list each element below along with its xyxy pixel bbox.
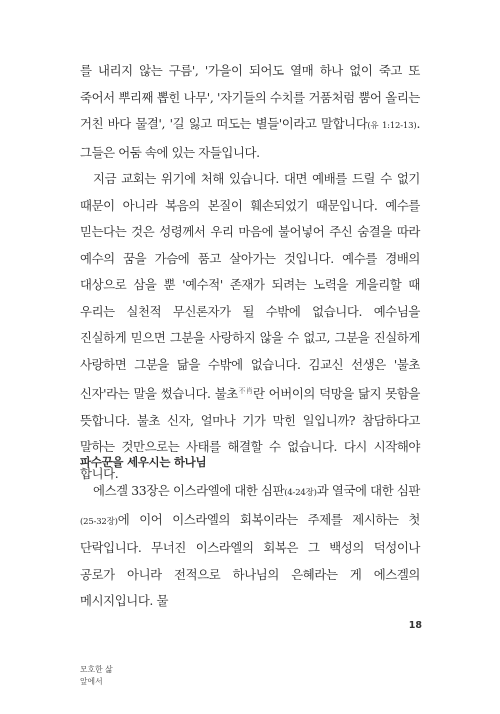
page-number: 18 — [408, 620, 422, 631]
paragraph-2 — [80, 166, 420, 487]
section-heading: 파수꾼을 세우시는 하나님 — [80, 455, 207, 469]
chapter-reference-2: (25-32장) — [80, 516, 118, 527]
scripture-citation: (유 1:12-13) — [367, 121, 417, 131]
footer-line-1: 모호한 삶 — [80, 665, 113, 674]
chapter-reference-1: (4-24장) — [284, 488, 317, 498]
footer-line-2: 앞에서 — [80, 677, 103, 686]
paragraph-2-text: 지금 교회는 위기에 처해 있습니다. 대면 예배를 드릴 수 없기 때문이 아니라 복음의 본질이 훼손되었기 때문입니다. 예수를 믿는다는 것은 성령께서 우리 마음에 불어넣어 주신 숨결을 따라 예수의 꿈을 가슴에 품고 살아가는 것입니다. 예수를 경배의 대상으로 삼을 뿐 '예수적' 존재가 되려는 노력을 게을리할 때 우리는 실천적 무신론자가 될 수밖에 없습니다. 예수님을 진실하게 믿으면 그분을 사랑하지 않을 수 없고, 그분을 진실하게 사랑하면 그분을 닮을 수밖에 없습니다. 김교신 선생은 '불초 신자'라는 말을 썼습니다. 불초 — [80, 171, 420, 402]
section-text-a: 에스겔 33장은 이스라엘에 대한 심판 — [93, 483, 285, 498]
paragraph-1 — [80, 58, 420, 166]
paragraph-1-text: 를 내리지 않는 구름', '가을이 되어도 열매 하나 없이 죽고 또 죽어서 뿌리째 뽑힌 나무', '자기들의 수치를 거품처럼 뿜어 올리는 거친 바다 물결', '길 잃고 떠도는 별들'이라고 말합니다 — [80, 63, 420, 131]
hanja-annotation: 不肖 — [237, 387, 253, 395]
section-paragraph — [80, 478, 420, 615]
section-text-c: 에 이어 이스라엘의 회복이라는 주제를 제시하는 첫 단락입니다. 무너진 이스라엘의 회복은 그 백성의 덕성이나 공로가 아니라 전적으로 하나님의 은혜라는 게 에스겔의 메시지입니다. 물 — [80, 511, 420, 608]
section-text-b: 과 열국에 대한 심판 — [316, 483, 421, 498]
running-footer — [80, 664, 140, 688]
paragraph-1-text-end: . 그들은 어둠 속에 있는 자들입니다. — [80, 116, 420, 160]
body-text — [80, 58, 420, 487]
paragraph-2-text-end: 란 어버이의 덕망을 닮지 못함을 뜻합니다. 불초 신자, 얼마나 기가 막힌 일입니까? 참담하다고 말하는 것만으로는 사태를 해결할 수 없습니다. 다시 시작해야 합니다. — [80, 386, 421, 481]
section — [80, 453, 420, 615]
